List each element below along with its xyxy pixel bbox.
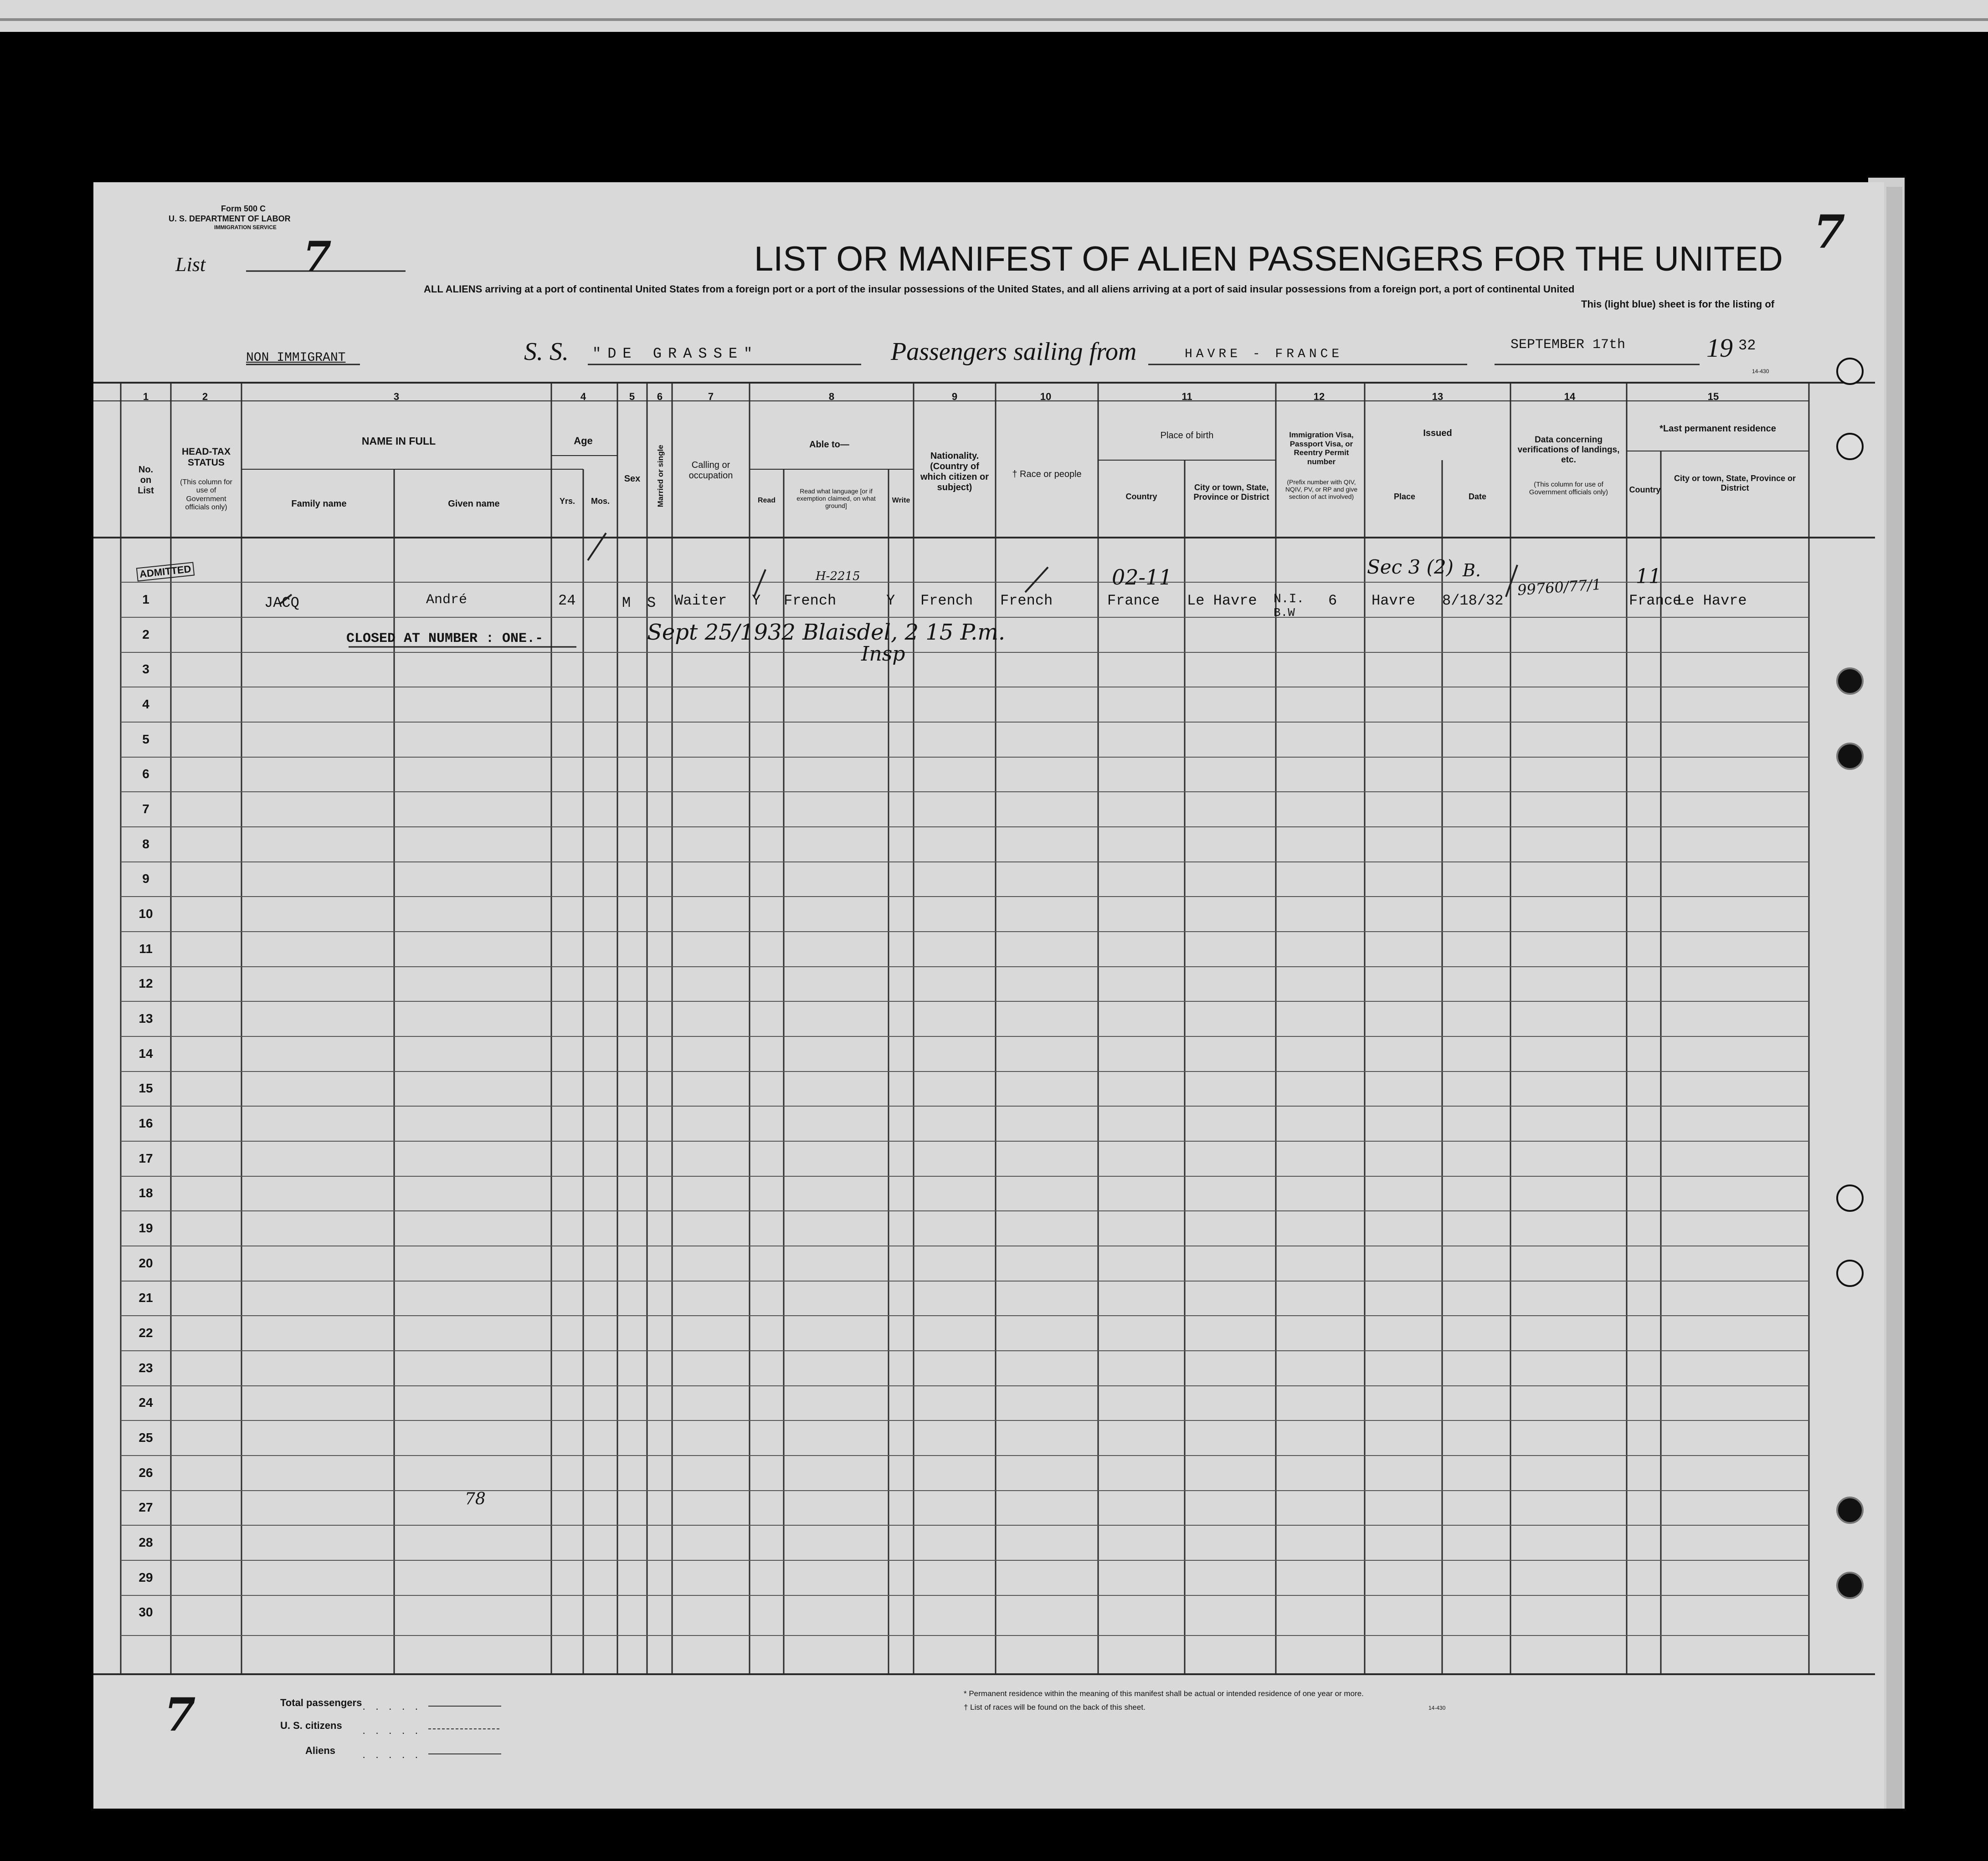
header-write: Write [892, 497, 910, 504]
row-number: 8 [142, 837, 149, 851]
passenger-occupation: Waiter [674, 592, 727, 609]
header-visa-note: (Prefix number with QIV, NQIV, PV, or RP and give section of act involved) [1285, 478, 1358, 501]
binder-hole-icon [1836, 433, 1864, 460]
header-given-name: Given name [448, 499, 500, 509]
col-number: 11 [1181, 391, 1192, 402]
passenger-family-name: JACQ [264, 595, 299, 611]
row-number: 2 [142, 627, 149, 641]
header-no-on-list: No. on List [138, 465, 154, 496]
binder-hole-icon [1836, 667, 1864, 695]
col-number: 10 [1040, 391, 1052, 402]
col-number: 6 [657, 391, 663, 402]
header-race: † Race or people [1012, 469, 1082, 479]
header-res-country: Country [1629, 485, 1661, 494]
row-number: 18 [139, 1186, 153, 1200]
row-number: 27 [139, 1500, 153, 1514]
row-number: 19 [139, 1221, 153, 1235]
col-number: 14 [1564, 391, 1576, 402]
header-res-city: City or town, State, Province or District [1674, 474, 1796, 492]
row-number: 30 [139, 1605, 153, 1619]
ship-name: "DE GRASSE" [592, 345, 759, 362]
sailing-label: Passengers sailing from [891, 338, 1137, 366]
header-sex: Sex [624, 474, 641, 484]
row-number: 15 [139, 1081, 153, 1095]
passenger-visa-2: B.W [1274, 606, 1295, 620]
passenger-issued-place: Havre [1372, 592, 1416, 609]
passenger-nationality: French [920, 592, 973, 609]
binder-hole-icon [1836, 1572, 1864, 1599]
col-number: 4 [580, 391, 586, 402]
admitted-stamp: ADMITTED [136, 562, 195, 582]
year-suffix: 32 [1738, 337, 1756, 354]
col-number: 3 [393, 391, 400, 402]
header-verification: Data concerning verifications of landings, etc. [1517, 435, 1620, 465]
header-family-name: Family name [291, 499, 347, 509]
footer-note-residence: * Permanent residence within the meaning of this manifest shall be actual or intended residence of one year or more. [964, 1689, 1364, 1698]
footer-form-code: 14-430 [1428, 1705, 1446, 1711]
header-mos: Mos. [591, 497, 610, 506]
row-number: 9 [142, 872, 149, 886]
passenger-visa: N.I. [1274, 592, 1305, 606]
passenger-birth-country: France [1107, 592, 1160, 609]
form-code-top: 14-430 [1752, 368, 1769, 374]
passenger-language: French [784, 592, 837, 609]
row-number: 24 [139, 1395, 153, 1410]
row-number: 5 [142, 732, 149, 746]
row-number: 25 [139, 1430, 153, 1445]
row-number: 7 [142, 802, 149, 816]
header-visa: Immigration Visa, Passport Visa, or Reentry Permit number [1289, 431, 1354, 466]
row-number: 1 [142, 592, 149, 606]
closing-signature-2: Insp [861, 642, 905, 666]
row-number: 10 [139, 907, 153, 921]
col-number: 7 [708, 391, 714, 402]
handwritten-residence-mark: 11 [1636, 565, 1661, 588]
handwritten-verification: 99760/77/1 [1516, 575, 1602, 599]
binder-hole-icon [1836, 358, 1864, 385]
col-number: 8 [828, 391, 835, 402]
header-nationality: Nationality. (Country of which citizen or subject) [920, 451, 989, 492]
passenger-res-city: Le Havre [1677, 592, 1747, 609]
passenger-birth-city: Le Havre [1187, 592, 1257, 609]
handwritten-issued-note-2: B. [1463, 560, 1481, 580]
list-label: List [175, 253, 206, 276]
passenger-read: Y [752, 592, 761, 609]
col-number: 1 [143, 391, 149, 402]
header-age: Age [574, 435, 593, 446]
header-calling: Calling or occupation [688, 460, 733, 481]
passenger-issued-date: 8/18/32 [1442, 592, 1504, 609]
passenger-given-name: André [426, 592, 467, 608]
handwritten-birth-code: 02-11 [1112, 565, 1172, 590]
passenger-sex: M [622, 595, 631, 611]
row-number: 29 [139, 1570, 153, 1584]
year-prefix: 19 [1706, 333, 1733, 363]
binder-hole-icon [1836, 1497, 1864, 1524]
total-passengers-label: Total passengers [280, 1697, 362, 1708]
row-number: 22 [139, 1326, 153, 1340]
handwritten-language-note: H-2215 [816, 569, 860, 583]
form-number: Form 500 C [221, 204, 266, 213]
col-number: 5 [629, 391, 635, 402]
us-citizens-label: U. S. citizens [280, 1720, 342, 1731]
closing-signature: Sept 25/1932 Blaisdel, 2 15 P.m. [647, 620, 1006, 645]
aliens-label: Aliens [305, 1745, 336, 1756]
header-name-in-full: NAME IN FULL [361, 435, 436, 447]
category: NON IMMIGRANT [246, 351, 346, 365]
col-number: 12 [1313, 391, 1325, 402]
passenger-res-country: France [1629, 592, 1682, 609]
row-number: 16 [139, 1116, 153, 1130]
header-residence: *Last permanent residence [1659, 424, 1776, 434]
row-number: 3 [142, 662, 149, 676]
port: HAVRE - FRANCE [1185, 347, 1343, 361]
row-number: 4 [142, 697, 149, 711]
header-verification-note: (This column for use of Government officials only) [1529, 481, 1608, 497]
header-married: Married or single [656, 445, 665, 508]
header-birth-country: Country [1125, 492, 1157, 501]
binder-hole-icon [1836, 743, 1864, 770]
header-head-tax-note: (This column for use of Government officials only) [180, 478, 232, 512]
row-number: 12 [139, 976, 153, 990]
header-head-tax: HEAD-TAX STATUS [182, 446, 231, 468]
footer-note-races: † List of races will be found on the back of this sheet. [964, 1703, 1146, 1712]
col-number: 2 [202, 391, 208, 402]
row-number: 20 [139, 1256, 153, 1270]
header-issued: Issued [1423, 428, 1452, 438]
row-number: 28 [139, 1535, 153, 1549]
col-number: 13 [1432, 391, 1443, 402]
binder-hole-icon [1836, 1184, 1864, 1212]
header-yrs: Yrs. [559, 497, 575, 506]
page-title: LIST OR MANIFEST OF ALIEN PASSENGERS FOR THE UNITED [754, 240, 1783, 278]
closed-at-number: CLOSED AT NUMBER : ONE.- [346, 631, 544, 646]
header-read-language: Read what language [or if exemption claimed, on what ground] [796, 487, 876, 510]
passenger-visa-section: 6 [1328, 592, 1337, 609]
ss-label: S. S. [524, 338, 569, 366]
row-number: 13 [139, 1011, 153, 1025]
row-number: 6 [142, 767, 149, 781]
handwritten-issued-note: Sec 3 (2) [1367, 556, 1454, 578]
header-issued-place: Place [1393, 492, 1416, 501]
row-number: 21 [139, 1291, 153, 1305]
row-number: 11 [139, 942, 153, 956]
passenger-age: 24 [558, 592, 576, 609]
row-number: 23 [139, 1361, 153, 1375]
service: IMMIGRATION SERVICE [214, 224, 277, 231]
header-read: Read [757, 497, 776, 504]
footer-dots: · · · · · · · · · · · · · · · [362, 1703, 422, 1763]
row-number: 26 [139, 1466, 153, 1480]
passenger-write: Y [886, 592, 895, 609]
row-number: 17 [139, 1151, 153, 1165]
sailing-date: SEPTEMBER 17th [1510, 337, 1626, 353]
footer-page-number: 7 [164, 1688, 196, 1742]
row-number: 14 [139, 1046, 153, 1061]
header-place-of-birth: Place of birth [1160, 431, 1214, 441]
passenger-race: French [1000, 592, 1053, 609]
passenger-marital: S [647, 595, 656, 611]
instructions: ALL ALIENS arriving at a port of continental United States from a foreign port or a port of the insular possessions of the United States, and all aliens arriving at a port of said insular possessions from a foreign port, a port of continental United [424, 283, 1575, 295]
list-number: 7 [303, 232, 332, 281]
instructions-2: This (light blue) sheet is for the listing of [1581, 298, 1775, 310]
stray-mark: 78 [465, 1490, 486, 1508]
department: U. S. DEPARTMENT OF LABOR [169, 214, 291, 223]
binder-hole-icon [1836, 1260, 1864, 1287]
header-issued-date: Date [1468, 492, 1486, 501]
col-number: 9 [951, 391, 958, 402]
col-number: 15 [1707, 391, 1719, 402]
header-birth-city: City or town, State, Province or District [1193, 483, 1269, 502]
header-able-to: Able to— [809, 440, 849, 450]
corner-number: 7 [1813, 205, 1845, 259]
